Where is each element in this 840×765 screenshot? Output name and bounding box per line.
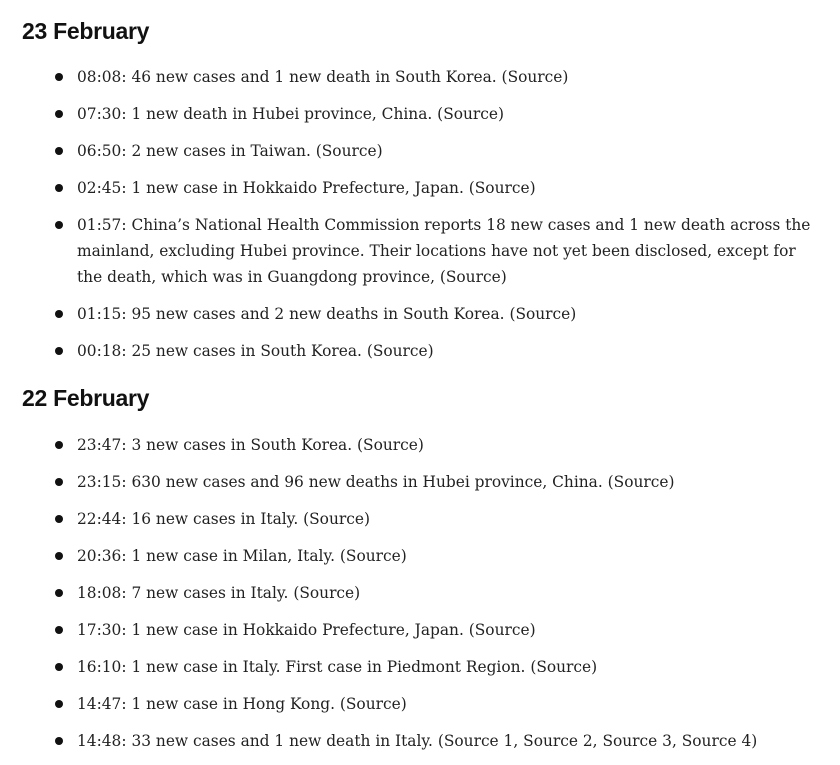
update-text: 1 new case in Italy. First case in Piedmont Region. (131, 658, 526, 676)
list-item: 18:08: 7 new cases in Italy. (Source) (0, 580, 840, 606)
list-item: 14:48: 33 new cases and 1 new death in Italy. (Source 1, Source 2, Source 3, Source 4) (0, 728, 840, 754)
bullet-icon (55, 663, 63, 671)
source-link[interactable]: Source (613, 473, 669, 491)
list-item: 17:30: 1 new case in Hokkaido Prefecture, Japan. (Source) (0, 617, 840, 643)
update-time: 14:48 (77, 732, 122, 750)
update-text: 33 new cases and 1 new death in Italy. (131, 732, 433, 750)
source-link[interactable]: Source (515, 305, 571, 323)
update-text: 46 new cases and 1 new death in South Korea. (131, 68, 497, 86)
update-text: 2 new cases in Taiwan. (131, 142, 311, 160)
list-item: 01:15: 95 new cases and 2 new deaths in South Korea. (Source) (0, 301, 840, 327)
list-item: 22:44: 16 new cases in Italy. (Source) (0, 506, 840, 532)
update-time: 01:57 (77, 216, 122, 234)
update-time: 20:36 (77, 547, 122, 565)
source-link[interactable]: Source 4 (681, 732, 752, 750)
update-time: 08:08 (77, 68, 122, 86)
update-list (0, 64, 840, 375)
bullet-icon (55, 147, 63, 155)
bullet-icon (55, 626, 63, 634)
update-text: 1 new death in Hubei province, China. (131, 105, 433, 123)
list-item: 02:45: 1 new case in Hokkaido Prefecture, Japan. (Source) (0, 175, 840, 201)
source-link[interactable]: Source (321, 142, 377, 160)
list-item: 23:47: 3 new cases in South Korea. (Source) (0, 432, 840, 458)
update-text: 1 new case in Hokkaido Prefecture, Japan. (131, 621, 464, 639)
source-link[interactable]: Source (345, 695, 401, 713)
source-link[interactable]: Source (372, 342, 428, 360)
bullet-icon (55, 552, 63, 560)
update-text: 1 new case in Hong Kong. (131, 695, 335, 713)
bullet-icon (55, 221, 63, 229)
update-time: 22:44 (77, 510, 122, 528)
update-time: 14:47 (77, 695, 122, 713)
bullet-icon (55, 589, 63, 597)
list-item: 06:50: 2 new cases in Taiwan. (Source) (0, 138, 840, 164)
update-text: 630 new cases and 96 new deaths in Hubei province, China. (131, 473, 603, 491)
source-link[interactable]: Source 3 (602, 732, 672, 750)
bullet-icon (55, 347, 63, 355)
update-time: 07:30 (77, 105, 122, 123)
update-time: 00:18 (77, 342, 122, 360)
source-link[interactable]: Source (345, 547, 401, 565)
source-link[interactable]: Source (536, 658, 592, 676)
bullet-icon (55, 478, 63, 486)
list-item: 14:47: 1 new case in Hong Kong. (Source) (0, 691, 840, 717)
source-link[interactable]: Source (474, 621, 530, 639)
bullet-icon (55, 515, 63, 523)
update-text: 16 new cases in Italy. (131, 510, 299, 528)
source-link[interactable]: Source (299, 584, 355, 602)
list-item: 01:57: China’s National Health Commission reports 18 new cases and 1 new death across the mainland, excluding Hubei province. Their locations have not yet been disclosed, except for the death, which was in Guangdong province, (Source) (0, 212, 840, 290)
update-time: 02:45 (77, 179, 122, 197)
list-item: 07:30: 1 new death in Hubei province, China. (Source) (0, 101, 840, 127)
source-link[interactable]: Source (445, 268, 501, 286)
update-time: 17:30 (77, 621, 122, 639)
update-time: 23:47 (77, 436, 122, 454)
list-item: 08:08: 46 new cases and 1 new death in South Korea. (Source) (0, 64, 840, 90)
source-link[interactable]: Source (363, 436, 418, 454)
source-link[interactable]: Source (507, 68, 563, 86)
bullet-icon (55, 73, 63, 81)
update-text: China’s National Health Commission reports 18 new cases and 1 new death across the mainland, excluding Hubei province. Their locations have not yet been disclosed, except for the death, which was in Guangdong province, (77, 216, 811, 286)
list-item: 00:18: 25 new cases in South Korea. (Source) (0, 338, 840, 364)
update-list (0, 432, 840, 765)
source-link[interactable]: Source (443, 105, 498, 123)
bullet-icon (55, 184, 63, 192)
update-text: 25 new cases in South Korea. (131, 342, 362, 360)
list-item: 23:15: 630 new cases and 96 new deaths in Hubei province, China. (Source) (0, 469, 840, 495)
bullet-icon (55, 737, 63, 745)
update-time: 23:15 (77, 473, 122, 491)
section-heading: 23 February (22, 18, 150, 44)
update-time: 18:08 (77, 584, 122, 602)
update-text: 1 new case in Milan, Italy. (131, 547, 336, 565)
bullet-icon (55, 110, 63, 118)
source-link[interactable]: Source 2 (523, 732, 593, 750)
source-link[interactable]: Source (474, 179, 530, 197)
update-text: 95 new cases and 2 new deaths in South Korea. (131, 305, 505, 323)
source-link[interactable]: Source (309, 510, 364, 528)
section-heading: 22 February (22, 385, 150, 411)
update-time: 01:15 (77, 305, 122, 323)
list-item: 20:36: 1 new case in Milan, Italy. (Source) (0, 543, 840, 569)
list-item: 16:10: 1 new case in Italy. First case in Piedmont Region. (Source) (0, 654, 840, 680)
update-time: 16:10 (77, 658, 122, 676)
update-time: 06:50 (77, 142, 122, 160)
update-text: 1 new case in Hokkaido Prefecture, Japan. (131, 179, 464, 197)
update-text: 3 new cases in South Korea. (131, 436, 353, 454)
source-link[interactable]: Source 1 (443, 732, 514, 750)
bullet-icon (55, 441, 63, 449)
bullet-icon (55, 700, 63, 708)
bullet-icon (55, 310, 63, 318)
update-text: 7 new cases in Italy. (131, 584, 289, 602)
